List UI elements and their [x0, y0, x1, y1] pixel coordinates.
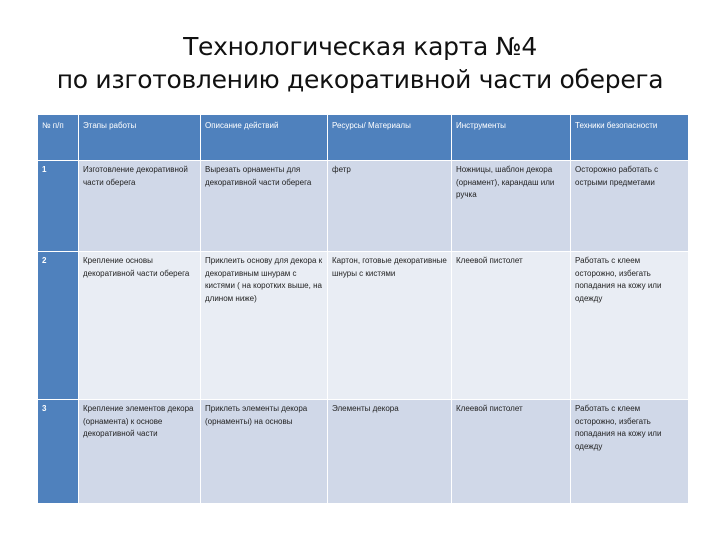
cell-resources: Элементы декора — [328, 400, 452, 504]
cell-description: Приклеть элементы декора (орнаменты) на основы — [201, 400, 328, 504]
cell-resources: фетр — [328, 161, 452, 252]
cell-resources: Картон, готовые декоративные шнуры с кистями — [328, 252, 452, 400]
cell-description: Вырезать орнаменты для декоративной части оберега — [201, 161, 328, 252]
slide-title-line-1: Технологическая карта №4 — [183, 32, 537, 61]
cell-number: 2 — [38, 252, 79, 400]
cell-safety: Осторожно работать с острыми предметами — [571, 161, 689, 252]
cell-tools: Клеевой пистолет — [452, 400, 571, 504]
header-safety: Техники безопасности — [571, 115, 689, 161]
header-description: Описание действий — [201, 115, 328, 161]
cell-number: 1 — [38, 161, 79, 252]
cell-tools: Клеевой пистолет — [452, 252, 571, 400]
cell-safety: Работать с клеем осторожно, избегать попадания на кожу или одежду — [571, 252, 689, 400]
slide-title-line-2: по изготовлению декоративной части оберега — [56, 65, 664, 94]
header-number: № п/п — [38, 115, 79, 161]
header-tools: Инструменты — [452, 115, 571, 161]
cell-number: 3 — [38, 400, 79, 504]
header-stage: Этапы работы — [79, 115, 201, 161]
cell-stage: Крепление элементов декора (орнамента) к основе декоративной части — [79, 400, 201, 504]
cell-description: Приклеить основу для декора к декоративным шнурам с кистями ( на коротких выше, на длином ниже) — [201, 252, 328, 400]
cell-stage: Изготовление декоративной части оберега — [79, 161, 201, 252]
cell-tools: Ножницы, шаблон декора (орнамент), карандаш или ручка — [452, 161, 571, 252]
technology-map-table — [37, 114, 689, 504]
header-resources: Ресурсы/ Материалы — [328, 115, 452, 161]
table-header-row — [38, 115, 689, 161]
table-row — [38, 252, 689, 400]
cell-stage: Крепление основы декоративной части оберега — [79, 252, 201, 400]
table-row — [38, 161, 689, 252]
slide-title — [0, 30, 720, 96]
cell-safety: Работать с клеем осторожно, избегать попадания на кожу или одежду — [571, 400, 689, 504]
table-row — [38, 400, 689, 504]
